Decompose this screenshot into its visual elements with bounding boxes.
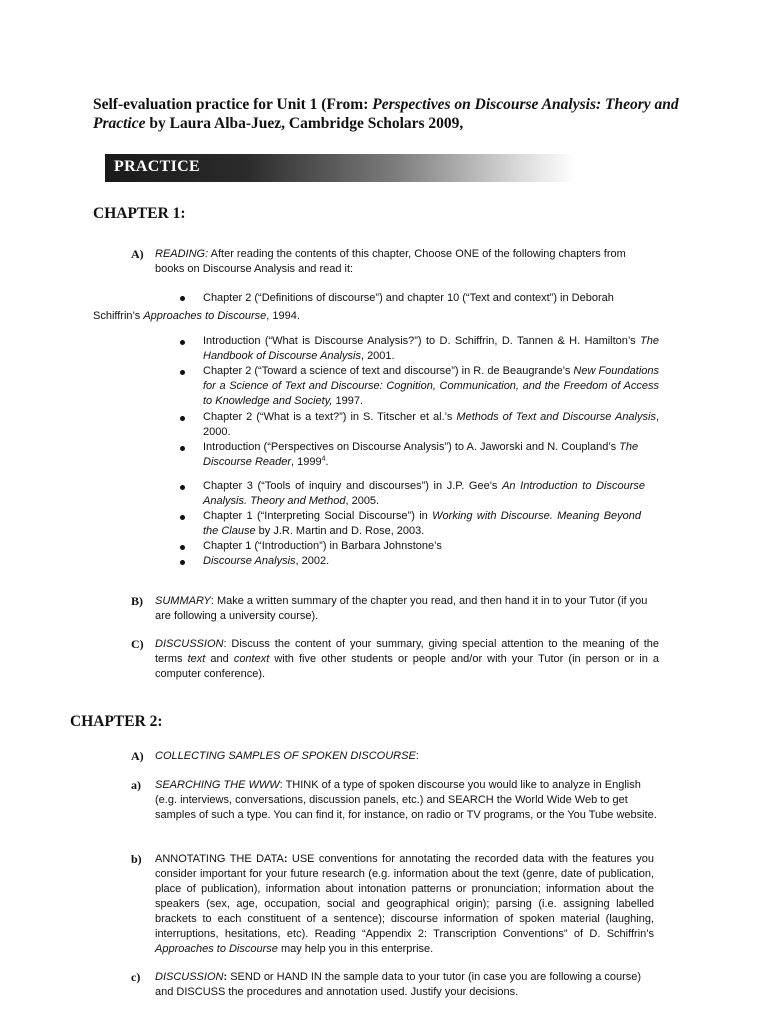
text-run: , 2000.	[203, 411, 660, 438]
title-prefix: Self-evaluation practice for Unit 1 (From:	[93, 96, 373, 113]
book-title: New Foundations for a Science of Text and Discourse: Cognition, Communication, and the Freedom of Access to Knowledge and Society,	[203, 365, 659, 407]
discussion-body: SEND or HAND IN the sample data to your tutor (in case you are following a course) and DISCUSS the procedures and annotation used. Justify your decisions.	[155, 971, 642, 998]
book-title: Perspectives on Discourse Analysis: Theory and Practice	[93, 96, 679, 132]
text-run: and	[205, 653, 234, 665]
book-title: Discourse Analysis	[203, 555, 296, 567]
text-run: may help you in this enterprise.	[277, 943, 434, 955]
text-run: Introduction (“Perspectives on Discourse Analysis”) to A. Jaworski and N. Coupland’s	[203, 441, 620, 453]
text-run: , 2005.	[345, 495, 380, 507]
bullet-dot	[180, 416, 185, 421]
ch2-b-sub-label: b)	[131, 852, 142, 866]
book-title: An Introduction to Discourse Analysis. Theory and Method	[203, 480, 645, 507]
list-item-schiffrin-line2	[93, 309, 653, 324]
reading-body: After reading the contents of this chapter, Choose ONE of the following chapters from books on Discourse Analysis and read it:	[155, 248, 626, 275]
list-item	[203, 479, 645, 509]
ch2-a-text	[155, 749, 655, 764]
ch2-b-sub-text	[155, 852, 654, 957]
banner-label: PRACTICE	[114, 158, 200, 175]
searching-lead: SEARCHING THE WWW	[155, 779, 280, 791]
bullet-dot	[180, 560, 185, 565]
list-item	[203, 539, 659, 554]
list-item-schiffrin-line1: Chapter 2 (“Definitions of discourse”) and chapter 10 (“Text and context”) in Deborah	[203, 292, 614, 304]
ch2-c-sub-text	[155, 970, 659, 1000]
ch1-b-label: B)	[131, 594, 143, 608]
text-run: 1997.	[332, 395, 364, 407]
text-run: Chapter 1 (“Introduction”) in Barbara Johnstone’s	[203, 540, 442, 552]
searching-body: : THINK of a type of spoken discourse you would like to analyze in English (e.g. interviews, conversations, discussion panels, etc.) and SEARCH the World Wide Web to get samples of such a type. You can find it, for instance, on radio or TV programs, or the You Tube website.	[155, 779, 657, 821]
ch2-a-label: A)	[131, 749, 144, 763]
text-run: Schiffrin’s	[93, 310, 144, 322]
annotating-body: USE conventions for annotating the recorded data with the features you consider important for your future research (e.g. information about the text (genre, date of publication, place of publication), information about intonation patterns or pronunciation; information about the speakers (sex, age, occupation, social and geographical origin); parsing (i.e. assigning labelled brackets to each constituent of a sentence); discourse information of spoken material (laughing, interruptions, hesitations, etc). Reading “Appendix 2: Transcription Conventions” of D. Schiffrin’s	[155, 853, 654, 940]
list-item	[203, 554, 659, 569]
text-run: Chapter 1 (“Interpreting Social Discourse”) in	[203, 510, 433, 522]
practice-banner	[105, 154, 575, 182]
term-context: context	[233, 653, 270, 665]
list-item	[203, 509, 641, 539]
bullet-dot	[180, 340, 185, 345]
book-title: The Handbook of Discourse Analysis	[203, 335, 659, 362]
text-run: :	[223, 971, 228, 983]
text-run: by J.R. Martin and D. Rose, 2003.	[255, 525, 425, 537]
bullet-dot	[180, 370, 185, 375]
term-text: text	[187, 653, 206, 665]
summary-body: : Make a written summary of the chapter you read, and then hand it in to your Tutor (if you are following a university course).	[155, 595, 648, 622]
bullet-dot	[180, 545, 185, 550]
ch2-c-sub-label: c)	[131, 970, 141, 984]
text-run: , 2001.	[360, 350, 395, 362]
summary-lead: SUMMARY	[155, 595, 211, 607]
text-run: Introduction (“What is Discourse Analysis?”) to D. Schiffrin, D. Tannen & H. Hamilton’s	[203, 335, 641, 347]
discussion-lead: DISCUSSION	[155, 971, 224, 983]
bullet-dot	[180, 485, 185, 490]
ch2-a-sub-text	[155, 778, 659, 823]
collecting-lead: COLLECTING SAMPLES OF SPOKEN DISCOURSE	[155, 750, 416, 762]
book-title: The Discourse Reader	[203, 441, 639, 468]
ch1-c-text	[155, 637, 659, 682]
book-title: Approaches to Discourse	[143, 310, 267, 322]
list-item	[203, 334, 659, 364]
annotating-lead: ANNOTATING THE DATA	[155, 853, 284, 865]
bullet-dot	[180, 296, 185, 301]
book-title: Approaches to Discourse	[155, 943, 278, 955]
reading-lead: READING:	[155, 248, 209, 260]
text-run: Chapter 2 (“What is a text?”) in S. Titscher et al.’s	[203, 411, 457, 423]
text-run: Chapter 3 (“Tools of inquiry and discourses”) in J.P. Gee’s	[203, 480, 503, 492]
list-item	[203, 364, 659, 409]
ch1-b-text	[155, 594, 665, 624]
text-run: : Discuss the content of your summary, giving special attention to the meaning of the terms	[155, 638, 659, 665]
chapter-2-heading: CHAPTER 2:	[70, 713, 163, 730]
chapter-1-heading: CHAPTER 1:	[93, 205, 186, 222]
text-run: Chapter 2 (“Toward a science of text and discourse”) in R. de Beaugrande’s	[203, 365, 574, 377]
document-title	[93, 95, 713, 133]
discussion-lead: DISCUSSION	[155, 638, 224, 650]
text-run: :	[283, 853, 288, 865]
list-item	[203, 410, 659, 440]
text-run: with five other students or people and/or with your Tutor (in person or in a computer conference).	[155, 653, 660, 680]
title-suffix: by Laura Alba-Juez, Cambridge Scholars 2009,	[145, 115, 464, 132]
text-run: , 2002.	[295, 555, 330, 567]
bullet-dot	[180, 446, 185, 451]
text-run: , 1994.	[266, 310, 300, 322]
list-item	[203, 440, 659, 470]
ch1-a-label: A)	[131, 247, 144, 261]
ch2-a-sub-label: a)	[131, 778, 141, 792]
ch1-c-label: C)	[131, 637, 144, 651]
text-run: :	[415, 750, 419, 762]
book-title: Methods of Text and Discourse Analysis	[456, 411, 656, 423]
text-run: , 1999	[291, 456, 322, 468]
text-run: .	[325, 456, 329, 468]
book-title: Working with Discourse. Meaning Beyond the Clause	[203, 510, 642, 537]
ch1-a-text	[155, 247, 645, 277]
bullet-dot	[180, 515, 185, 520]
footnote-marker: 4	[321, 455, 326, 463]
